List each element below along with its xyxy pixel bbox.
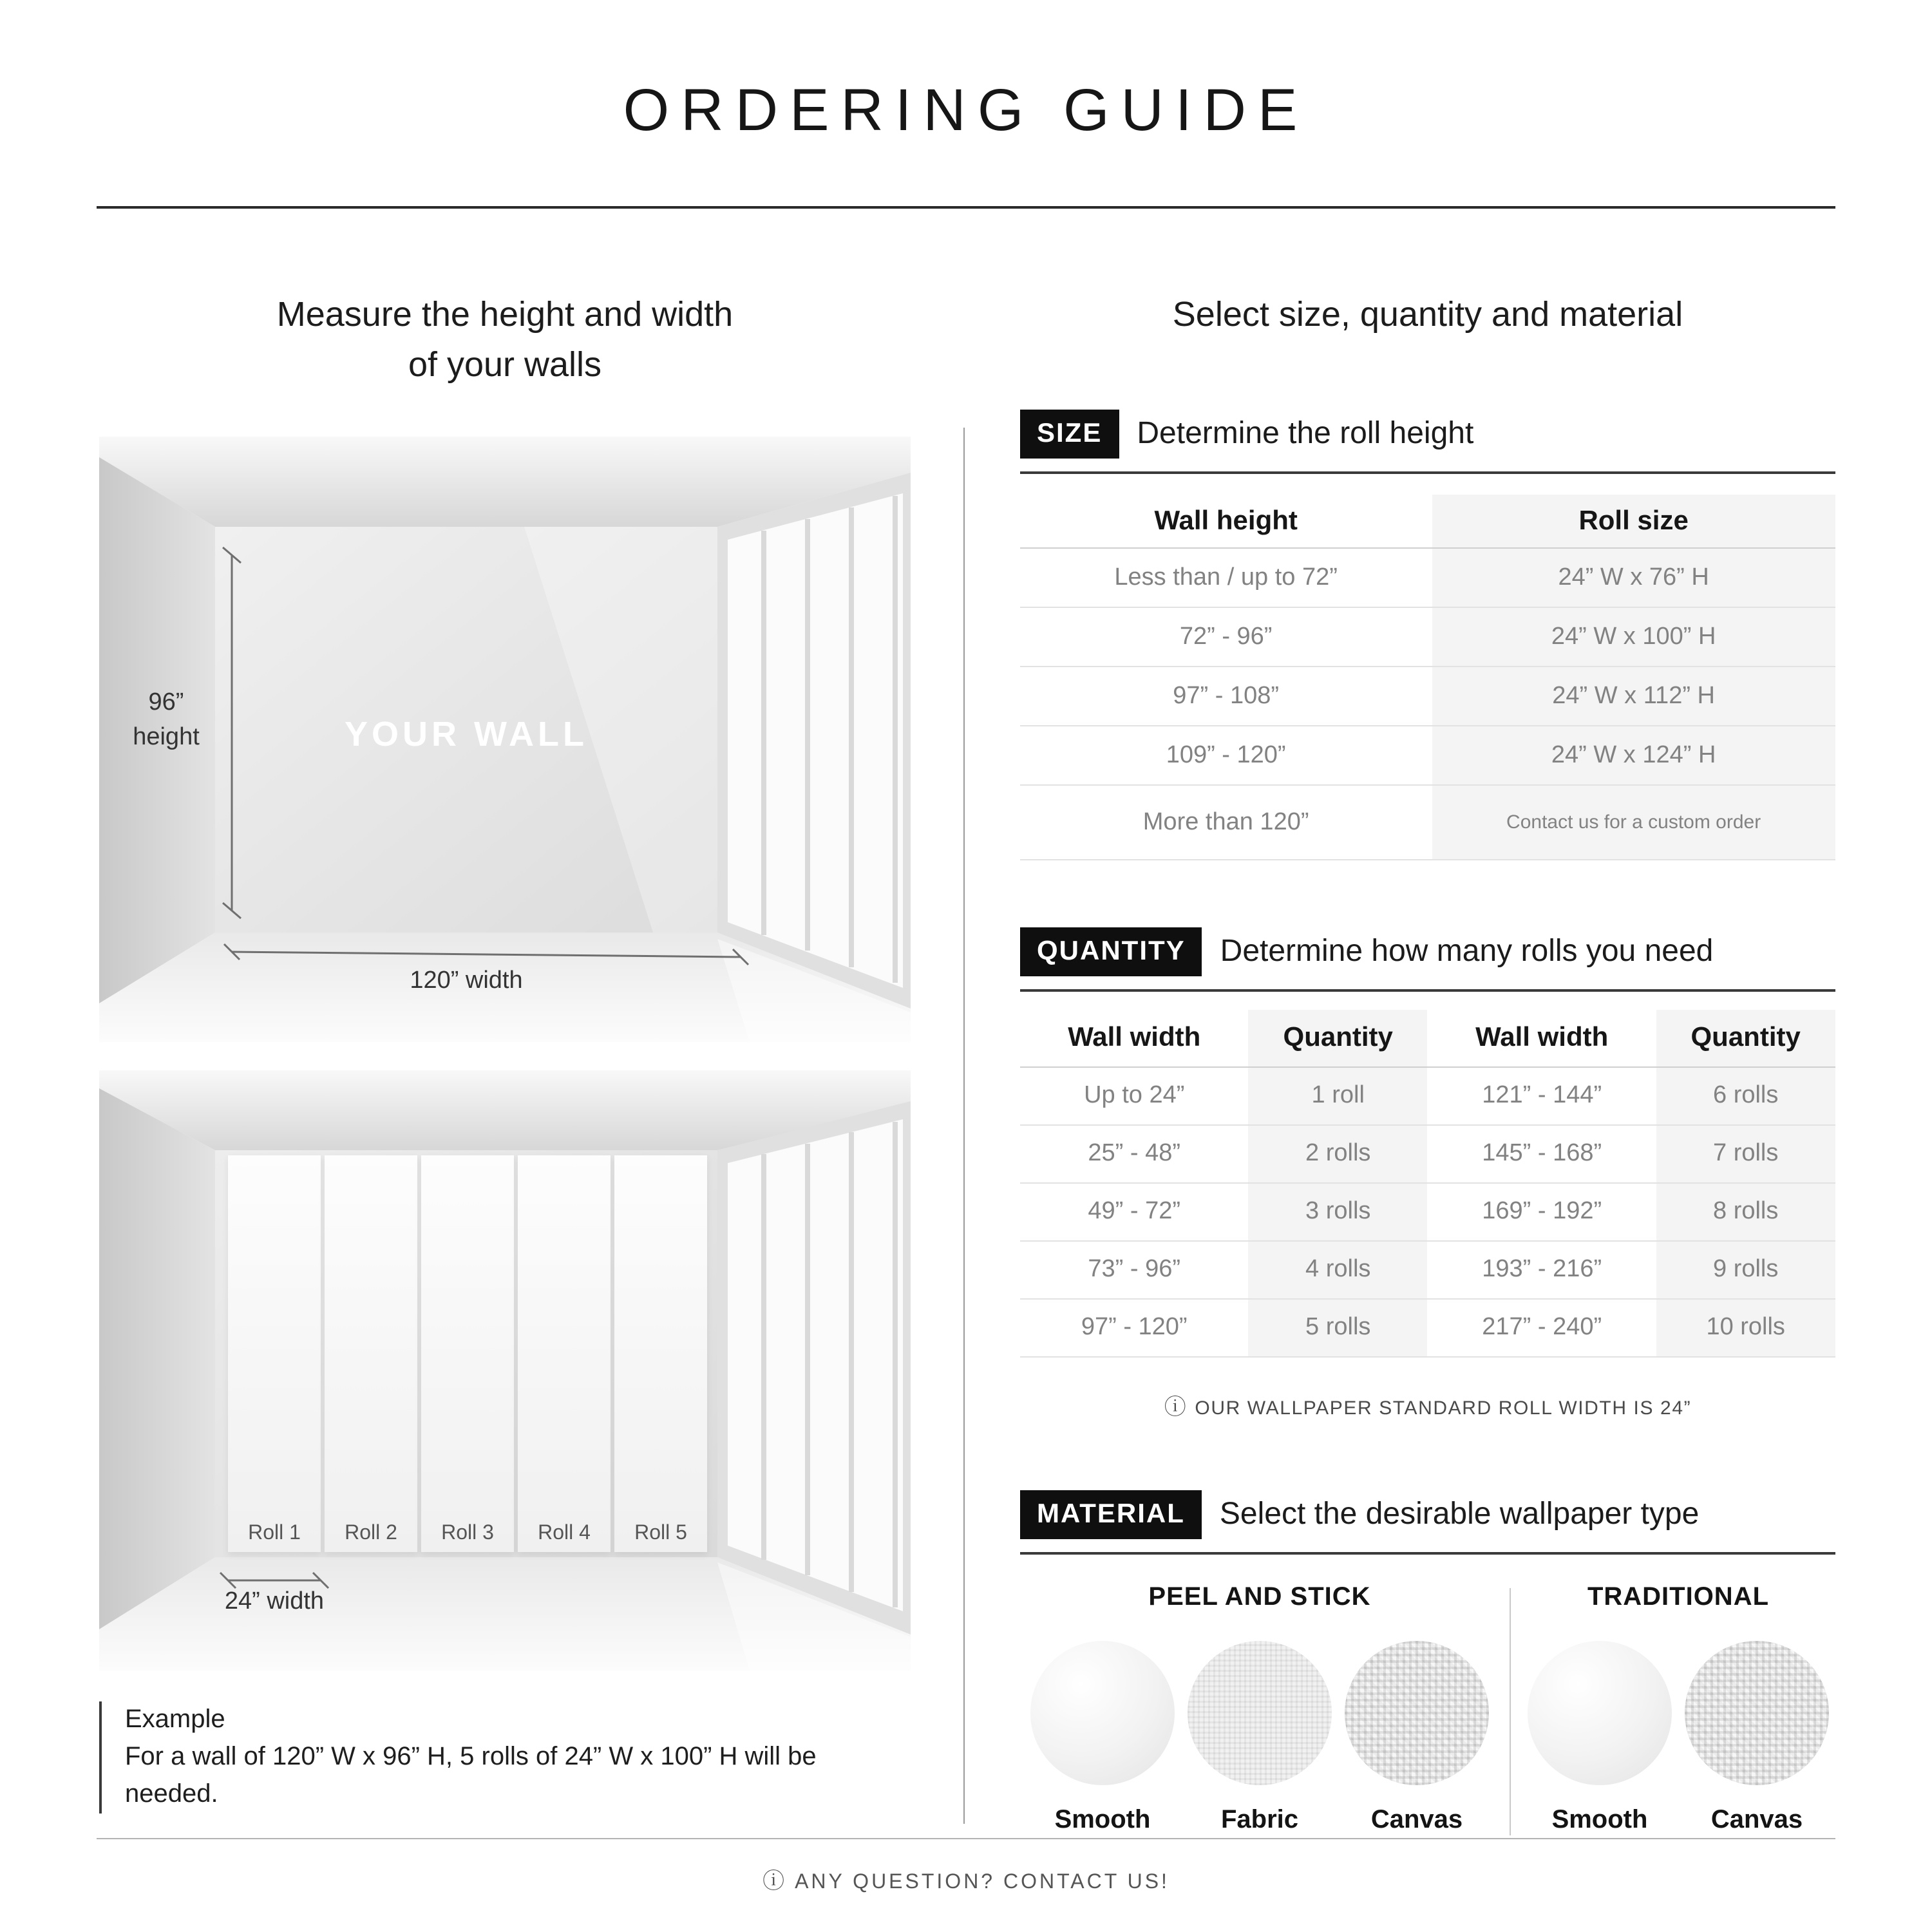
roll-label: Roll 3 bbox=[441, 1522, 494, 1545]
peel-and-stick-title: PEEL AND STICK bbox=[1148, 1583, 1371, 1612]
wall-height-cell: Less than / up to 72” bbox=[1114, 564, 1338, 591]
quantity-header-cell: Wall width bbox=[1068, 1023, 1201, 1053]
quantity-cell: 10 rolls bbox=[1656, 1300, 1835, 1356]
measure-column bbox=[99, 290, 911, 1814]
swatch-canvas bbox=[1685, 1641, 1829, 1785]
info-icon: ⓘ bbox=[762, 1869, 788, 1893]
swatch-label-canvas: Canvas bbox=[1710, 1806, 1803, 1835]
material-group-peel-and-stick bbox=[1020, 1583, 1499, 1835]
table-row bbox=[1020, 726, 1835, 786]
material-divider bbox=[1510, 1588, 1511, 1835]
quantity-cell: 4 rolls bbox=[1248, 1242, 1428, 1298]
wall-width-cell: 73” - 96” bbox=[1088, 1256, 1181, 1283]
wall-height-cell: 109” - 120” bbox=[1166, 741, 1286, 769]
select-column bbox=[1020, 290, 1835, 1835]
swatch-smooth bbox=[1030, 1641, 1175, 1785]
height-word: height bbox=[133, 723, 200, 751]
roll-width-note-text: OUR WALLPAPER STANDARD ROLL WIDTH IS 24” bbox=[1195, 1397, 1692, 1420]
example-title: Example bbox=[125, 1705, 225, 1734]
info-icon: ⓘ bbox=[1164, 1395, 1188, 1420]
material-subtitle: Select the desirable wallpaper type bbox=[1219, 1497, 1700, 1532]
wall-height-cell: 97” - 108” bbox=[1173, 682, 1280, 710]
footer-note-text: ANY QUESTION? CONTACT US! bbox=[795, 1871, 1170, 1893]
roll-panel bbox=[325, 1156, 417, 1553]
wall-height-cell: More than 120” bbox=[1142, 808, 1309, 836]
wall-width-cell: 193” - 216” bbox=[1482, 1256, 1602, 1283]
table-row bbox=[1020, 1184, 1835, 1242]
room-illustration-empty-wall bbox=[99, 437, 911, 1043]
peel-and-stick-labels bbox=[1020, 1806, 1499, 1835]
height-dimension-label bbox=[109, 687, 223, 755]
roll-size-cell: Contact us for a custom order bbox=[1432, 786, 1835, 859]
quantity-section bbox=[1020, 927, 1835, 1421]
quantity-cell: 8 rolls bbox=[1656, 1184, 1835, 1240]
size-table-header bbox=[1020, 495, 1835, 549]
wall-width-cell: 25” - 48” bbox=[1088, 1140, 1181, 1168]
roll-size-cell: 24” W x 76” H bbox=[1432, 549, 1835, 607]
quantity-cell: 1 roll bbox=[1248, 1068, 1428, 1124]
quantity-header-cell: Quantity bbox=[1248, 1010, 1428, 1066]
your-wall-label: YOUR WALL bbox=[345, 715, 588, 754]
quantity-cell: 6 rolls bbox=[1656, 1068, 1835, 1124]
quantity-badge: QUANTITY bbox=[1020, 927, 1202, 976]
swatch-smooth bbox=[1528, 1641, 1672, 1785]
roll-label: Roll 1 bbox=[248, 1522, 301, 1545]
material-badge: MATERIAL bbox=[1020, 1490, 1202, 1539]
wall-width-cell: Up to 24” bbox=[1084, 1082, 1185, 1110]
roll-size-cell: 24” W x 112” H bbox=[1432, 667, 1835, 725]
left-heading bbox=[99, 290, 911, 391]
table-row bbox=[1020, 1242, 1835, 1300]
size-col-wall-height: Wall height bbox=[1154, 506, 1298, 536]
example-text: For a wall of 120” W x 96” H, 5 rolls of 24” W x 100” H will be needed. bbox=[125, 1743, 817, 1809]
size-col-roll-size: Roll size bbox=[1432, 495, 1835, 547]
roll-width-note bbox=[1020, 1388, 1835, 1421]
quantity-table-header bbox=[1020, 1010, 1835, 1068]
page-title: ORDERING GUIDE bbox=[623, 76, 1309, 143]
material-section-head bbox=[1020, 1490, 1835, 1555]
quantity-cell: 9 rolls bbox=[1656, 1242, 1835, 1298]
size-table bbox=[1020, 495, 1835, 860]
size-subtitle: Determine the roll height bbox=[1137, 416, 1474, 451]
material-options bbox=[1020, 1583, 1835, 1835]
swatch-label-canvas: Canvas bbox=[1370, 1806, 1463, 1835]
roll-size-cell: 24” W x 124” H bbox=[1432, 726, 1835, 784]
quantity-cell: 2 rolls bbox=[1248, 1126, 1428, 1182]
roll-panel bbox=[518, 1156, 611, 1553]
quantity-subtitle: Determine how many rolls you need bbox=[1220, 934, 1714, 969]
column-divider bbox=[963, 428, 965, 1824]
wall-width-cell: 145” - 168” bbox=[1482, 1140, 1602, 1168]
quantity-cell: 5 rolls bbox=[1248, 1300, 1428, 1356]
width-dimension-label: 120” width bbox=[410, 967, 523, 995]
traditional-labels bbox=[1521, 1806, 1835, 1835]
roll-label: Roll 4 bbox=[538, 1522, 591, 1545]
swatch-canvas bbox=[1345, 1641, 1489, 1785]
roll-label: Roll 5 bbox=[634, 1522, 687, 1545]
size-section bbox=[1020, 410, 1835, 860]
quantity-section-head bbox=[1020, 927, 1835, 992]
left-heading-line1: Measure the height and width bbox=[276, 295, 734, 334]
left-heading-line2: of your walls bbox=[408, 345, 602, 384]
quantity-table bbox=[1020, 1010, 1835, 1358]
table-row bbox=[1020, 1300, 1835, 1358]
height-value: 96” bbox=[148, 689, 184, 717]
table-row bbox=[1020, 667, 1835, 726]
traditional-swatches bbox=[1521, 1641, 1835, 1785]
footer-note bbox=[0, 1862, 1932, 1895]
right-heading: Select size, quantity and material bbox=[1172, 295, 1683, 334]
top-rule bbox=[97, 206, 1835, 209]
roll-size-cell: 24” W x 100” H bbox=[1432, 608, 1835, 666]
swatch-label-smooth: Smooth bbox=[1551, 1806, 1648, 1835]
wall-width-cell: 97” - 120” bbox=[1081, 1314, 1188, 1341]
table-row bbox=[1020, 549, 1835, 608]
peel-and-stick-swatches bbox=[1020, 1641, 1499, 1785]
roll-panel bbox=[421, 1156, 514, 1553]
table-row bbox=[1020, 786, 1835, 860]
footer-rule bbox=[97, 1838, 1835, 1839]
roll-panel bbox=[228, 1156, 321, 1553]
quantity-cell: 3 rolls bbox=[1248, 1184, 1428, 1240]
wall-width-cell: 217” - 240” bbox=[1482, 1314, 1602, 1341]
example-note bbox=[99, 1702, 859, 1814]
size-badge: SIZE bbox=[1020, 410, 1119, 459]
size-section-head bbox=[1020, 410, 1835, 474]
roll-panel bbox=[614, 1156, 707, 1553]
roll-width-dimension-label: 24” width bbox=[224, 1588, 325, 1616]
table-row bbox=[1020, 1068, 1835, 1126]
quantity-header-cell: Quantity bbox=[1656, 1010, 1835, 1066]
roll-label: Roll 2 bbox=[345, 1522, 397, 1545]
table-row bbox=[1020, 608, 1835, 667]
quantity-header-cell: Wall width bbox=[1475, 1023, 1609, 1053]
traditional-title: TRADITIONAL bbox=[1587, 1583, 1770, 1612]
quantity-cell: 7 rolls bbox=[1656, 1126, 1835, 1182]
wall-width-cell: 49” - 72” bbox=[1088, 1198, 1181, 1226]
material-section bbox=[1020, 1490, 1835, 1835]
table-row bbox=[1020, 1126, 1835, 1184]
material-group-traditional bbox=[1521, 1583, 1835, 1835]
swatch-label-smooth: Smooth bbox=[1054, 1806, 1151, 1835]
roll-panels bbox=[228, 1156, 707, 1553]
swatch-label-fabric: Fabric bbox=[1220, 1806, 1299, 1835]
wall-width-cell: 169” - 192” bbox=[1482, 1198, 1602, 1226]
swatch-fabric bbox=[1188, 1641, 1332, 1785]
wall-width-cell: 121” - 144” bbox=[1482, 1082, 1602, 1110]
wall-height-cell: 72” - 96” bbox=[1179, 623, 1273, 650]
room-illustration-rolls bbox=[99, 1071, 911, 1671]
